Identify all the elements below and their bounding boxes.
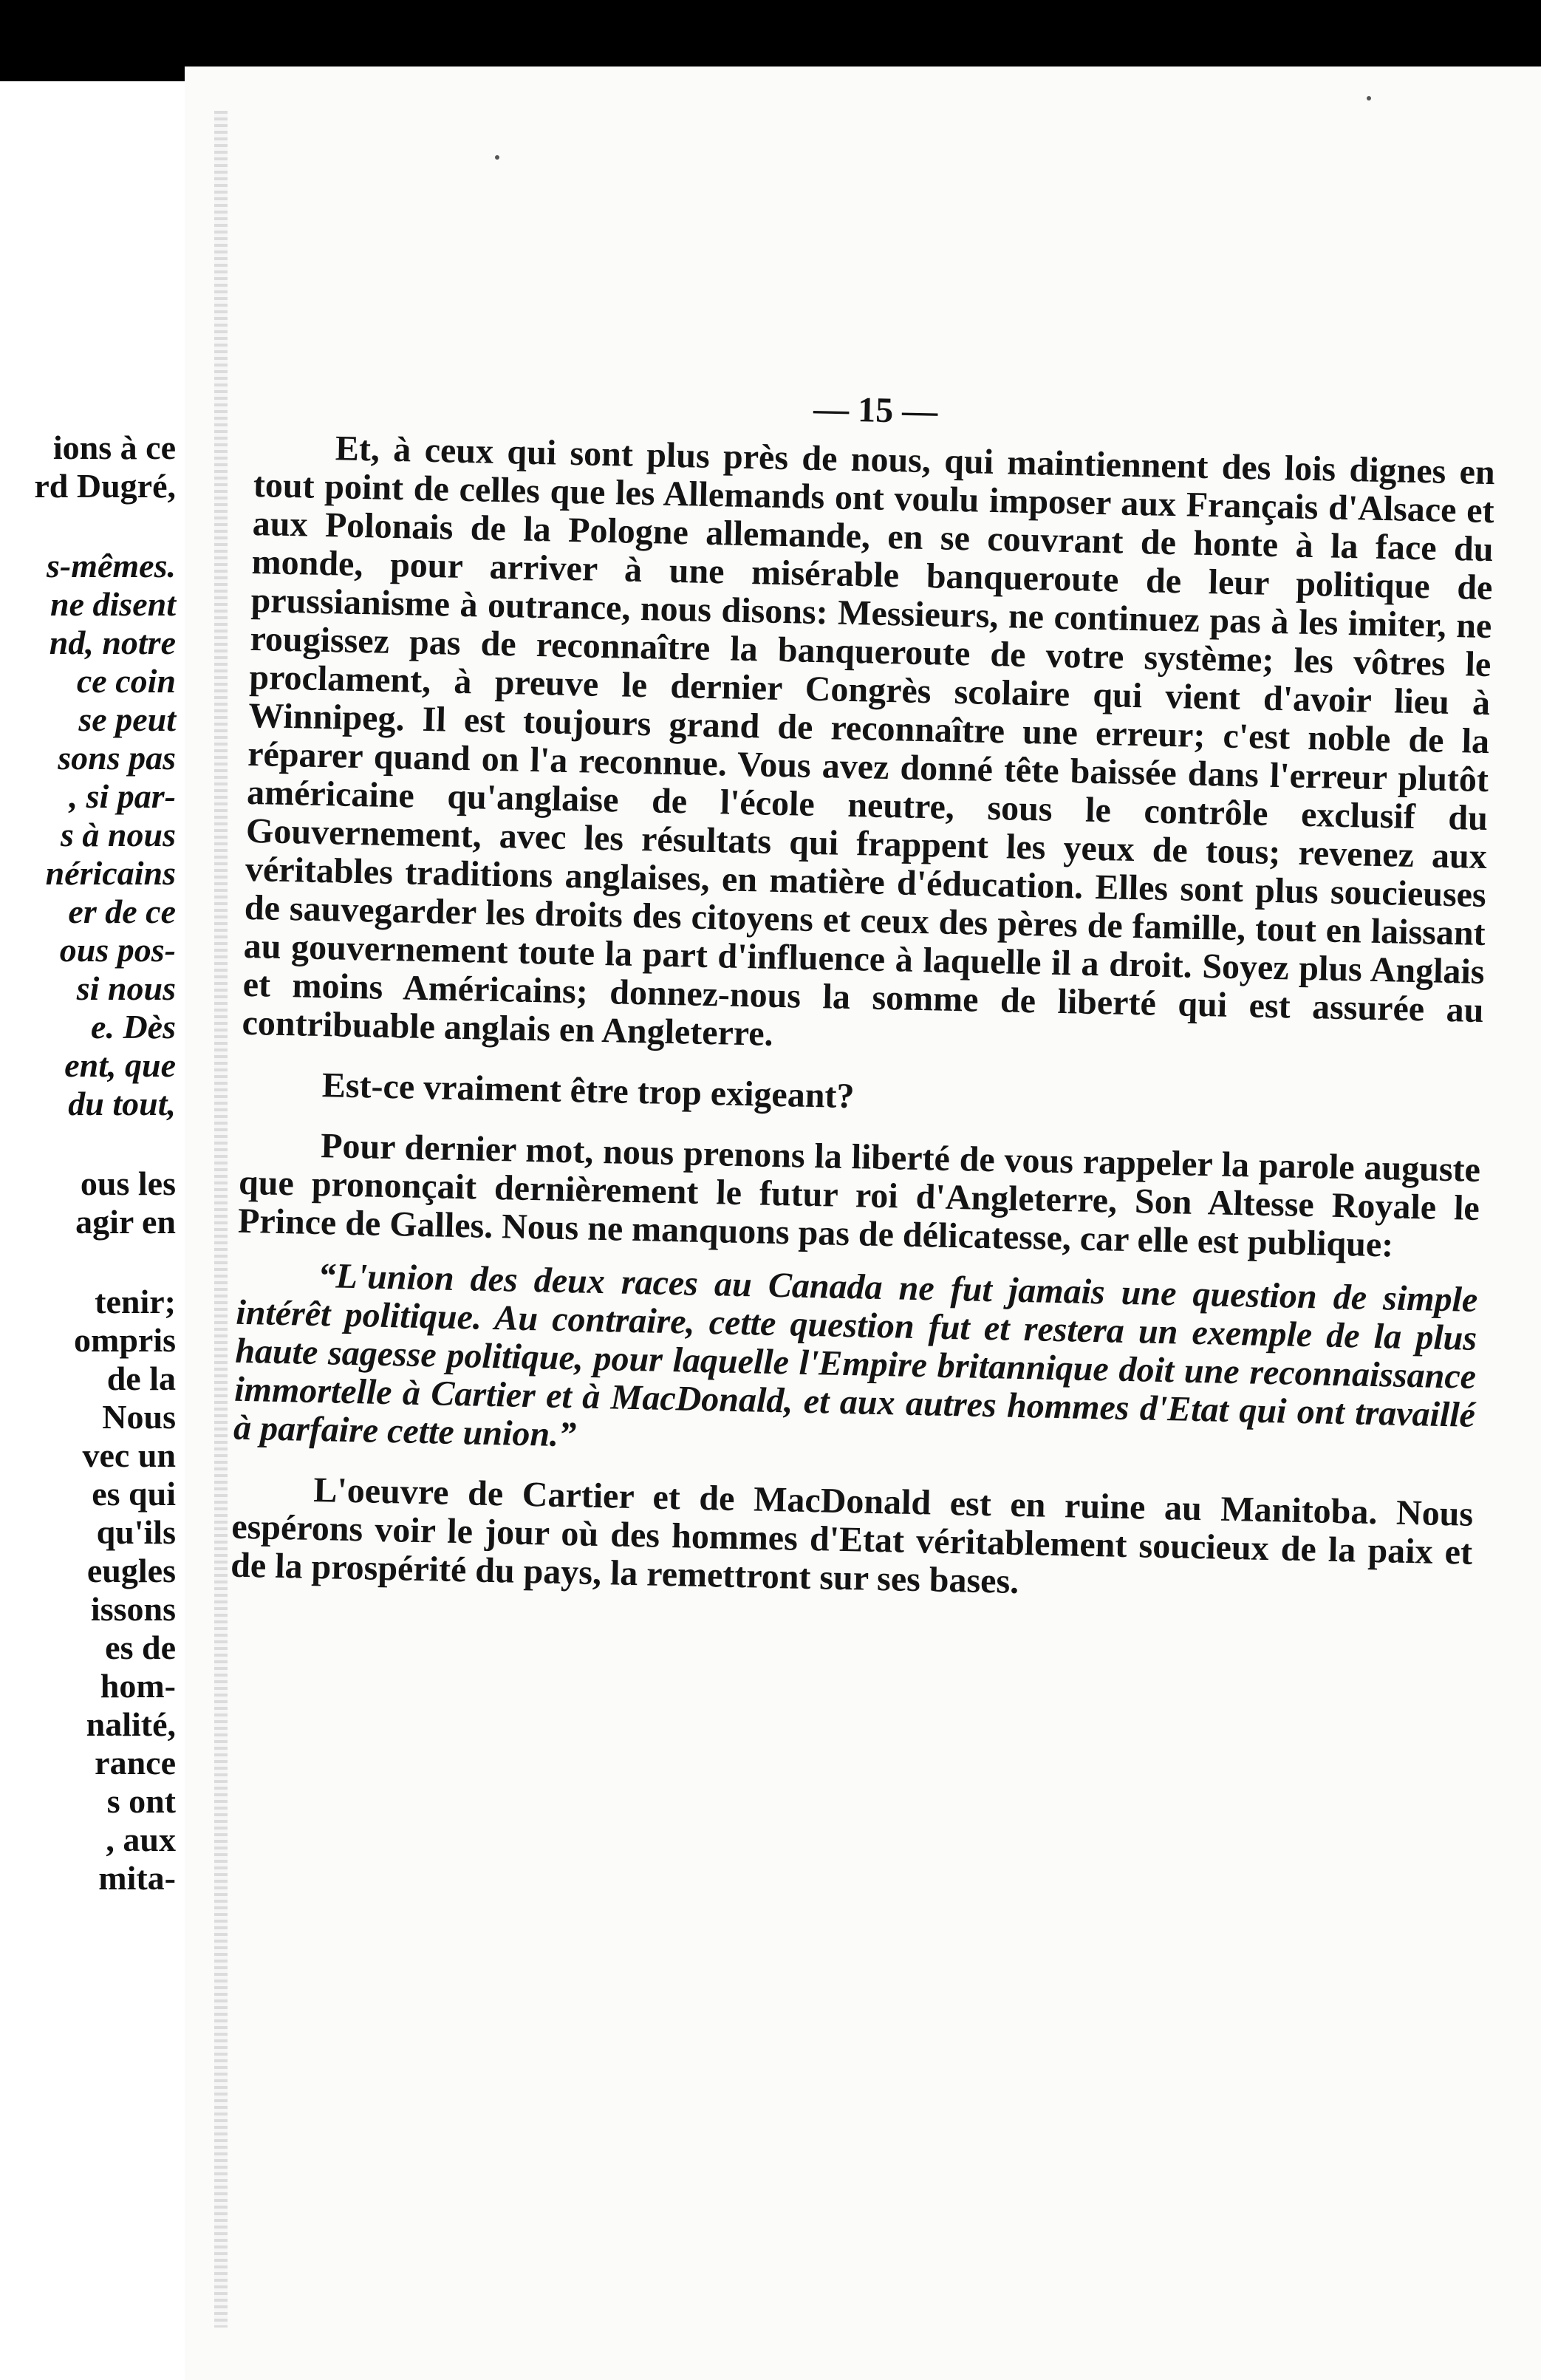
facing-page-line: tenir; <box>95 1283 176 1320</box>
page <box>185 67 1541 2380</box>
facing-page-line: hom- <box>100 1667 176 1705</box>
facing-page-line <box>34 1123 176 1165</box>
facing-page-line: eugles <box>86 1552 176 1589</box>
facing-page-text <box>34 429 176 1897</box>
speck <box>1367 96 1371 100</box>
facing-page-line: qu'ils <box>96 1513 176 1551</box>
paragraph-1: Et, à ceux qui sont plus près de nous, qui maintiennent des lois dignes en tout point de celles que les Allemands ont voulu imposer aux Français d'Alsace et aux Polonais de la Pologne allemande, en se couvrant de honte à la face du monde, pour arriver à une misérable banqueroute de leur politique de prussianisme à outrance, nous disons: Messieurs, ne continuez pas à les imiter, ne rougissez pas de reconnaître la banqueroute de votre système; les vôtres le proclament, à preuve le dernier Congrès scolaire qui vient d'avoir lieu à Winnipeg. Il est toujours grand de reconnaître une erreur; c'est noble de la réparer quand on l'a reconnue. Vous avez donné tête baissée dans l'erreur plutôt américaine qu'anglaise de l'école neutre, sous le contrôle exclusif du Gouvernement, avec les résultats qui frappent les yeux de tous; revenez aux véritables traditions anglaises, en matière d'éducation. Elles sont plus soucieuses de sauvegarder les droits des citoyens et ceux des pères de famille, tout en laissant au gouvernement toute la part d'influence à laquelle il a droit. Soyez plus Anglais et moins Américains; donnez-nous la somme de liberté qui est assurée au contribuable anglais en Angleterre. <box>242 429 1496 1054</box>
facing-page-line: du tout, <box>68 1085 176 1122</box>
facing-page-line: si nous <box>76 969 176 1007</box>
facing-page-line: es de <box>105 1629 176 1666</box>
paragraph-5: L'oeuvre de Cartier et de MacDonald est en ruine au Manitoba. Nous espérons voir le jour où des hommes d'Etat véritablement soucieux de la paix et de la prospérité du pays, la remettront sur ses bases. <box>230 1470 1474 1601</box>
facing-page-line: nalité, <box>86 1705 176 1743</box>
facing-page-line: ous les <box>80 1165 176 1202</box>
facing-page-line: s à nous <box>61 816 176 853</box>
facing-page-line: mita- <box>98 1859 176 1897</box>
facing-page-line: néricains <box>45 854 176 892</box>
facing-page-line: ce coin <box>76 662 176 700</box>
facing-page-line: issons <box>90 1590 176 1628</box>
facing-page-line: sons pas <box>58 739 176 777</box>
quotation: “L'union des deux races au Canada ne fut jamais une question de simple intérêt politique. Au contraire, cette question fut et restera un exemple de la plus haute sagesse politique, pour laquelle l'Empire britannique doit une reconnaissance immortelle à Cartier et à MacDonald, et aux autres hommes d'Etat qui ont travaillé à parfaire cette union.” <box>233 1256 1478 1455</box>
facing-page-line: es qui <box>92 1475 176 1513</box>
facing-page-line: vec un <box>82 1436 176 1474</box>
page-binding-edge <box>214 111 228 2328</box>
facing-page-line: rance <box>95 1744 176 1781</box>
facing-page-line <box>34 1241 176 1283</box>
facing-page-line: ent, que <box>64 1046 176 1084</box>
paragraph-2: Est-ce vraiment être trop exigeant? <box>321 1065 855 1116</box>
page-body <box>230 377 1497 1611</box>
facing-page-line: Nous <box>102 1398 176 1436</box>
speck <box>495 155 499 160</box>
facing-page-line: ne disent <box>50 585 176 623</box>
facing-page-line <box>34 505 176 547</box>
facing-page-line: e. Dès <box>91 1008 176 1046</box>
paragraph-3: Pour dernier mot, nous prenons la liberté de vous rappeler la parole auguste que prononçait dernièrement le futur roi d'Angleterre, Son Altesse Royale le Prince de Galles. Nous ne manquons pas de délicatesse, car elle est publique: <box>237 1126 1481 1265</box>
facing-page-fragment <box>0 81 185 2380</box>
facing-page-line: nd, notre <box>49 624 176 661</box>
facing-page-line: rd Dugré, <box>34 467 176 505</box>
facing-page-line: de la <box>106 1360 176 1397</box>
facing-page-line: agir en <box>75 1203 176 1241</box>
facing-page-line: , aux <box>106 1821 176 1858</box>
facing-page-line: s ont <box>106 1782 176 1820</box>
facing-page-line: er de ce <box>68 893 176 930</box>
facing-page-line: , si par- <box>69 777 176 815</box>
facing-page-line: ompris <box>74 1321 176 1359</box>
page-number: — 15 — <box>813 389 938 432</box>
facing-page-line: se peut <box>78 700 176 738</box>
facing-page-line: s-mêmes. <box>46 547 176 584</box>
facing-page-line: ous pos- <box>59 931 176 969</box>
facing-page-line: ions à ce <box>52 429 176 466</box>
